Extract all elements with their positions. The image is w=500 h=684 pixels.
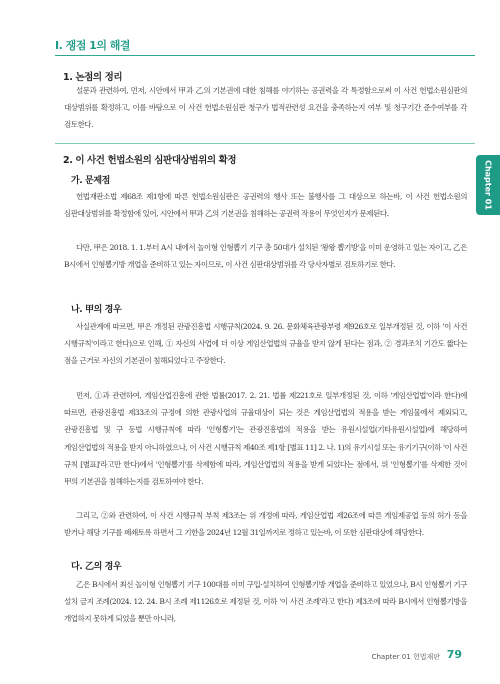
chapter-side-tab [476, 155, 500, 215]
paragraph: 다만, 甲은 2018. 1. 1.부터 A시 내에서 놀이형 인형뽑기 기구 총 50대가 설치된 '왕왕 뽑기방'을 이미 운영하고 있는 자이고, 乙은 B시에서 인형뽑기방 개업을 준비하고 있는 자이므로, 이 사건 심판대상범위를 각 당사자별로 검토하기로 한다. [64, 243, 467, 270]
heading-2b: 나. 甲의 경우 [71, 305, 122, 315]
divider [55, 143, 475, 144]
heading-1: 1. 논점의 정리 [63, 72, 123, 83]
paragraph: 헌법재판소법 제68조 제1항에 따른 헌법소원심판은 공권력의 행사 또는 불행사를 그 대상으로 하는바, 이 사건 헌법소원의 심판대상범위를 확정함에 있어, 시안에서 甲과 乙의 기본권을 침해하는 공권력 작용이 무엇인지가 문제된다. [64, 192, 467, 219]
heading-2c: 다. 乙의 경우 [71, 562, 122, 572]
page-number: 79 [446, 648, 462, 661]
paragraph: 그리고, ②와 관련하여, 이 사건 시행규칙 부칙 제3조는 위 개정에 따라, 게임산업법 제26조에 따른 게임제공업 등의 허가 등을 받거나 해당 기구를 폐쇄토록 하면서 그 기한을 2024년 12월 31일까지로 정하고 있는바, 이 또한 심판대상에 해당한다. [64, 511, 467, 538]
title-rule [55, 55, 475, 56]
footer-chapter-label: Chapter 01 헌법재판 [371, 653, 440, 661]
paragraph: 먼저, ①과 관련하여, 게임산업진흥에 관한 법률(2017. 2. 21. 법률 제221호로 일부개정된 것, 이하 '게임산업법'이라 한다)에 따르면, 관광진흥법 제33조의 규정에 의한 관광사업의 규율대상이 되는 것은 게임산업법의 적용을 받는 게임물에서 제외되고, 관광진흥법 및 구 동법 시행규칙에 따라 '인형뽑기'는 관광진흥법의 적용을 받는 유원시설업(기타유원시설업)에 해당하여 게임산업법의 적용을 받지 아니하였으나, 이 사건 시행규칙 제40조 제1항 [별표 11] 2. 나. 1)의 유기시설 또는 유기기구(이하 '이 사건 규칙 [별표]'라고만 한다)에서 '인형뽑기'를 삭제함에 따라, 게임산업법의 적용을 받게 되었다는 점에서, 위 '인형뽑기'를 삭제한 것이 甲의 기본권을 침해하는지를 검토하여야 한다. [64, 391, 467, 487]
paragraph: 사실관계에 따르면, 甲은 개정된 관광진흥법 시행규칙(2024. 9. 26. 문화체육관광부령 제926호로 일부개정된 것, 이하 '이 사건 시행규칙'이라고 한다)으로 인해, ① 자신의 사업에 더 이상 게임산업법의 규율을 받지 않게 된다는 점과, ② 경과조치 기간도 짧다는 점을 근거로 자신의 기본권이 침해되었다고 주장한다. [64, 322, 467, 366]
heading-2a: 가. 문제점 [71, 176, 110, 186]
paragraph: 乙은 B시에서 최신 놀이형 인형뽑기 기구 100대를 이미 구입·설치하여 인형뽑기방 개업을 준비하고 있었으나, B시 인형뽑기 기구 설치 금지 조례(2024. 12. 24. B시 조례 제1126호로 제정된 것, 이하 '이 사건 조례'라고 한다) 제3조에 따라 B시에서 인형뽑기방을 개업하지 못하게 되었을 뿐만 아니라, [64, 580, 467, 624]
chapter-side-tab-label: Chapter 01 [483, 160, 493, 210]
heading-2: 2. 이 사건 헌법소원의 심판대상범위의 확정 [63, 155, 237, 166]
section-title: I. 쟁점 1의 해결 [55, 39, 131, 52]
paragraph: 설문과 관련하여, 먼저, 시안에서 甲과 乙의 기본권에 대한 침해를 야기하는 공권력을 각 특정함으로써 이 사건 헌법소원심판의 대상범위를 확정하고, 이를 바탕으로 이 사건 헌법소원심판 청구가 법적관련성 요건을 충족하는지 여부 및 청구기간 준수여부를 각 검토한다. [64, 86, 467, 130]
